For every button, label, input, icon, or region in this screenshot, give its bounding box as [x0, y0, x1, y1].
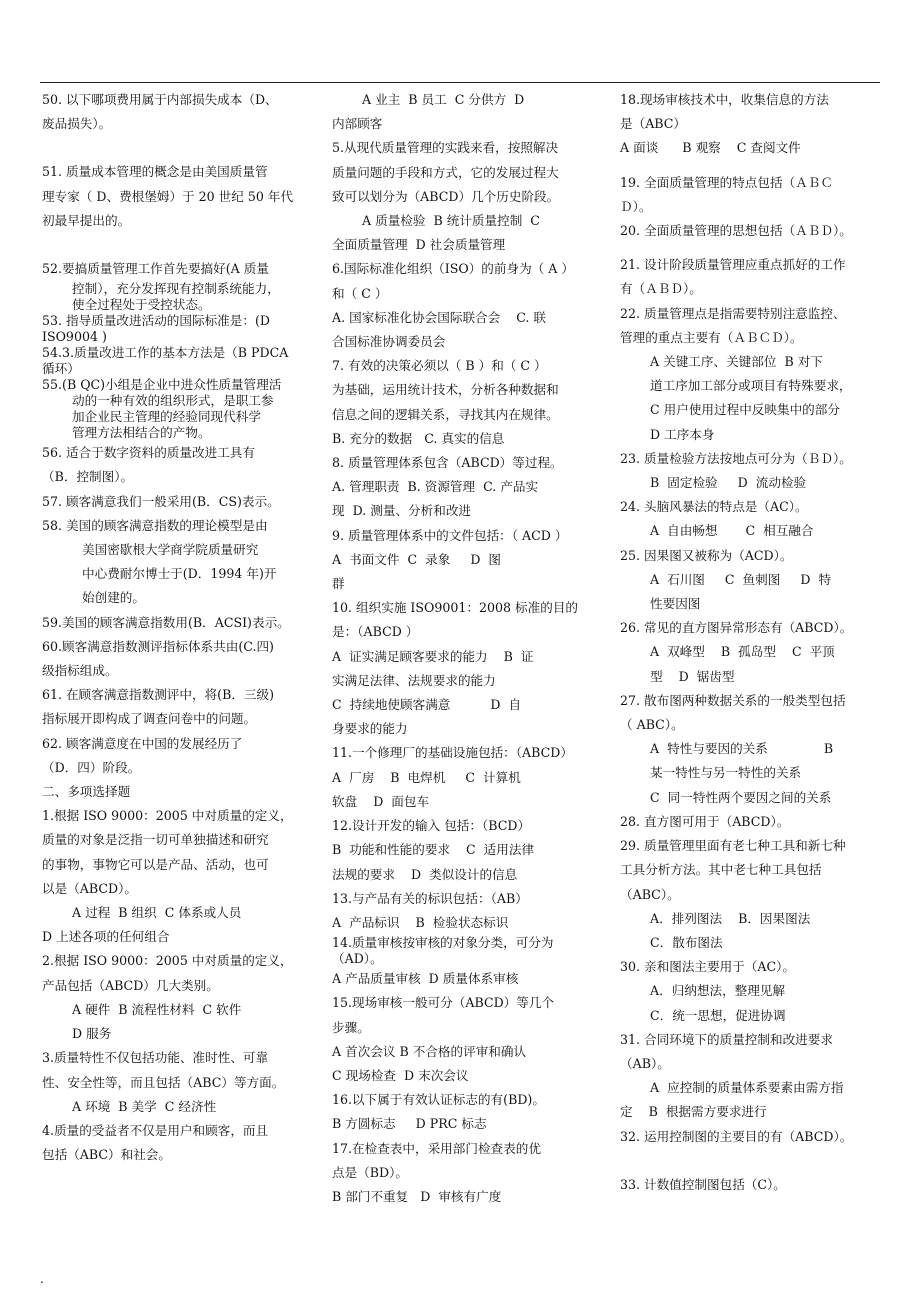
text-line: A 首次会议 B 不合格的评审和确认 [332, 1043, 527, 1059]
text-line: B 固定检验 D 流动检验 [650, 475, 807, 491]
text-line: （ABC）。 [620, 886, 680, 902]
text-line: A 产品质量审核 D 质量体系审核 [332, 971, 519, 987]
text-line: A 关键工序、关键部位 B 对下 [650, 354, 823, 370]
text-line: ISO9004 ) [42, 329, 107, 345]
text-line: C．散布图法 [650, 934, 723, 950]
text-line: 产品包括（ABCD）几大类别。 [42, 977, 219, 993]
text-line: A. 管理职责 B. 资源管理 C. 产品实 [332, 479, 539, 495]
text-line: 包括（ABC）和社会。 [42, 1147, 171, 1163]
text-line: 型 D 锯齿型 [650, 668, 735, 684]
text-line: A 书面文件 C 录象 D 图 [332, 551, 502, 567]
text-line: 合国标准协调委员会 [332, 334, 446, 350]
text-line: A 厂房 B 电焊机 C 计算机 [332, 769, 521, 785]
text-line: 废品损失）。 [42, 116, 112, 132]
text-line: 23. 质量检验方法按地点可分为（ＢＤ）。 [620, 450, 852, 466]
text-line: 步骤。 [332, 1019, 370, 1035]
text-line: 指标展开即构成了调查问卷中的问题。 [42, 711, 257, 727]
text-line: 53. 指导质量改进活动的国际标准是：(D [42, 313, 270, 329]
text-line: 和（ C ） [332, 285, 388, 301]
text-line: 是（ABC） [620, 116, 687, 132]
text-line: 33. 计数值控制图包括（C）。 [620, 1176, 786, 1192]
text-line: A 自由畅想 C 相互融合 [650, 523, 814, 539]
text-line: 24. 头脑风暴法的特点是（AC）。 [620, 499, 808, 515]
text-line: C 同一特性两个要因之间的关系 [650, 789, 832, 805]
text-line: 道工序加工部分或项目有特殊要求， [650, 378, 852, 394]
text-line: A 面谈 B 观察 C 查阅文件 [620, 140, 801, 156]
text-line: 30. 亲和图法主要用于（AC）。 [620, 959, 795, 975]
text-line: 现 D. 测量、分析和改进 [332, 503, 472, 519]
text-line: B. 充分的数据 C. 真实的信息 [332, 430, 505, 446]
text-line: 31. 合同环境下的质量控制和改进要求 [620, 1031, 833, 1047]
text-line: 20. 全面质量管理的思想包括（ＡＢＤ）。 [620, 223, 852, 239]
text-line: 某一特性与另一特性的关系 [650, 765, 802, 781]
text-line: 51. 质量成本管理的概念是由美国质量管 [42, 164, 268, 180]
text-line: 8. 质量管理体系包含（ABCD）等过程。 [332, 455, 563, 471]
text-line: 5.从现代质量管理的实践来看，按照解决 [332, 140, 559, 156]
text-line: 理专家（ D、费根堡姆）于 20 世纪 50 年代 [42, 188, 294, 204]
text-line: 19. 全面质量管理的特点包括（ＡＢＣ [620, 174, 833, 190]
text-line: C 现场检查 D 末次会议 [332, 1067, 469, 1083]
text-line: 61. 在顾客满意指数测评中，将(B．三级) [42, 687, 275, 703]
text-line: 22. 质量管理点是指需要特别注意监控、 [620, 305, 846, 321]
text-line: 实满足法律、法规要求的能力 [332, 672, 496, 688]
text-line: 60.顾客满意指数测评指标体系共由(C.四) [42, 638, 274, 654]
text-line: B 功能和性能的要求 C 适用法律 [332, 842, 535, 858]
text-line: 动的一种有效的组织形式，是职工参 [72, 393, 274, 409]
text-line: 9. 质量管理体系中的文件包括：（ ACD ） [332, 527, 568, 543]
text-line: A 证实满足顾客要求的能力 B 证 [332, 648, 534, 664]
text-line: 62. 顾客满意度在中国的发展经历了 [42, 735, 243, 751]
text-line: 级指标组成。 [42, 663, 118, 679]
text-line: C 用户使用过程中反映集中的部分 [650, 402, 840, 418]
text-line: 身要求的能力 [332, 721, 408, 737]
text-line: A. 国家标准化协会国际联合会 C. 联 [332, 309, 547, 325]
text-line: 质量的对象是泛指一切可单独描述和研究 [42, 832, 269, 848]
text-line: 6.国际标准化组织（ISO）的前身为（ A ） [332, 261, 574, 277]
text-line: 中心费耐尔博士于(D．1994 年)开 [82, 566, 277, 582]
text-line: A．归纳想法，整理见解 [650, 983, 786, 999]
text-line: 4.质量的受益者不仅是用户和顾客，而且 [42, 1122, 269, 1138]
text-line: 1.根据 ISO 9000：2005 中对质量的定义， [42, 808, 293, 824]
text-line: 软盘 D 面包车 [332, 793, 430, 809]
text-line: 12.设计开发的输入 包括：（BCD） [332, 818, 531, 834]
text-line: 25. 因果图又被称为（ACD）。 [620, 547, 793, 563]
text-line: 使全过程处于受控状态。 [72, 297, 211, 313]
text-line: 为基础，运用统计技术，分析各种数据和 [332, 382, 559, 398]
text-line: 28. 直方图可用于（ABCD）。 [620, 813, 790, 829]
text-line: （D．四）阶段。 [42, 759, 141, 775]
text-line: 是：（ABCD ） [332, 624, 419, 640]
text-line: 循环） [42, 361, 80, 377]
column-middle [332, 88, 594, 1209]
text-line: 管理方法相结合的产物。 [72, 425, 211, 441]
text-line: 内部顾客 [332, 116, 383, 132]
text-line: 32. 运用控制图的主要目的有（ABCD）。 [620, 1128, 853, 1144]
text-line: 初最早提出的。 [42, 212, 131, 228]
text-line: 控制），充分发挥现有控制系统能力， [72, 281, 280, 297]
text-line: 2.根据 ISO 9000：2005 中对质量的定义， [42, 953, 293, 969]
text-line: 26. 常见的直方图异常形态有（ABCD）。 [620, 620, 853, 636]
header-rule [40, 82, 880, 83]
text-line: A 业主 B 员工 C 分供方 D [362, 92, 525, 107]
text-line: D 上述各项的任何组合 [42, 929, 170, 945]
column-left [42, 88, 312, 1167]
text-line: B 部门不重复 D 审核有广度 [332, 1188, 502, 1204]
text-line: 59.美国的顾客满意指数用(B．ACSI)表示。 [42, 614, 290, 630]
text-line: 以是（ABCD）。 [42, 880, 137, 896]
text-line: （ ABC）。 [620, 717, 684, 733]
text-line: （AB）。 [620, 1055, 670, 1071]
text-line: 性要因图 [650, 596, 701, 612]
text-line: A 应控制的质量体系要素由需方指 [650, 1080, 844, 1096]
text-line: 有（ＡＢＤ）。 [620, 281, 702, 297]
text-line: 加企业民主管理的经验同现代科学 [72, 409, 261, 425]
footer-dot: . [40, 1272, 44, 1286]
text-line: 信息之间的逻辑关系，寻找其内在规律。 [332, 406, 559, 422]
text-line: 始创建的。 [82, 590, 145, 606]
text-line: 57. 顾客满意我们一般采用(B．CS)表示。 [42, 493, 280, 509]
text-line: Ｄ）。 [620, 198, 652, 214]
text-line: （B．控制图）。 [42, 469, 134, 485]
text-line: A 环境 B 美学 C 经济性 [72, 1098, 217, 1114]
text-line: 55.(B QC)小组是企业中进众性质量管理活 [42, 377, 282, 393]
text-line: 54.3.质量改进工作的基本方法是（B PDCA [42, 345, 289, 361]
text-line: 16.以下属于有效认证标志的有(BD)。 [332, 1092, 545, 1108]
text-line: 致可以划分为（ABCD）几个历史阶段。 [332, 188, 560, 204]
text-line: D 服务 [72, 1026, 112, 1042]
text-line: A 特性与要因的关系 B [650, 741, 834, 757]
text-line: 11.一个修理厂的基础设施包括：（ABCD） [332, 745, 573, 761]
text-line: 美国密歇根大学商学院质量研究 [82, 542, 259, 558]
text-line: 27. 散布图两种数据关系的一般类型包括 [620, 692, 846, 708]
text-line: D 工序本身 [650, 426, 715, 442]
text-line: 工具分析方法。其中老七种工具包括 [620, 862, 822, 878]
text-line: C．统一思想，促进协调 [650, 1007, 786, 1023]
text-line: 14.质量审核按审核的对象分类，可分为 [332, 935, 554, 951]
text-line: 52.要搞质量管理工作首先要搞好(A 质量 [42, 261, 269, 277]
text-line: A 产品标识 B 检验状态标识 [332, 914, 509, 930]
text-line: 点是（BD）。 [332, 1164, 409, 1180]
text-line: 10. 组织实施 ISO9001：2008 标准的目的 [332, 600, 579, 616]
text-line: 的事物，事物它可以是产品、活动，也可 [42, 856, 269, 872]
text-line: 全面质量管理 D 社会质量管理 [332, 237, 506, 253]
text-line: 21. 设计阶段质量管理应重点抓好的工作 [620, 257, 846, 273]
text-line: 定 B 根据需方要求进行 [620, 1104, 767, 1120]
text-line: 58. 美国的顾客满意指数的理论模型是由 [42, 517, 268, 533]
text-line: A．排列图法 B．因果图法 [650, 910, 811, 926]
text-line: 性、安全性等，而且包括（ABC）等方面。 [42, 1074, 285, 1090]
text-line: 15.现场审核一般可分（ABCD）等几个 [332, 995, 555, 1011]
text-line: 群 [332, 576, 345, 592]
text-line: 质量问题的手段和方式，它的发展过程大 [332, 164, 559, 180]
text-line: 18.现场审核技术中，收集信息的方法 [620, 92, 829, 107]
text-line: B 方圆标志 D PRC 标志 [332, 1116, 487, 1132]
section-heading: 二、多项选择题 [42, 784, 131, 800]
text-line: 50. 以下哪项费用属于内部损失成本（D、 [42, 92, 278, 107]
column-right [620, 88, 882, 1197]
text-line: 3.质量特性不仅包括功能、准时性、可靠 [42, 1050, 269, 1066]
text-line: 法规的要求 D 类似设计的信息 [332, 866, 518, 882]
text-line: A 过程 B 组织 C 体系或人员 [72, 905, 242, 921]
text-line: A 双峰型 B 孤岛型 C 平顶 [650, 644, 835, 660]
text-line: 13.与产品有关的标识包括：（AB） [332, 890, 528, 906]
text-line: A 质量检验 B 统计质量控制 C [362, 213, 540, 229]
text-line: （AD）。 [332, 951, 383, 967]
text-line: A 硬件 B 流程性材料 C 软件 [72, 1001, 242, 1017]
text-line: 7. 有效的决策必须以（ B ）和（ C ） [332, 358, 547, 374]
text-line: 56. 适合于数字资料的质量改进工具有 [42, 445, 255, 461]
text-line: 29. 质量管理里面有老七种工具和新七种 [620, 838, 846, 854]
text-line: A 石川图 C 鱼刺图 D 特 [650, 571, 832, 587]
text-line: 17.在检查表中，采用部门检查表的优 [332, 1140, 541, 1156]
text-line: C 持续地使顾客满意 D 自 [332, 697, 522, 713]
text-line: 管理的重点主要有（ＡＢＣＤ）。 [620, 329, 803, 345]
